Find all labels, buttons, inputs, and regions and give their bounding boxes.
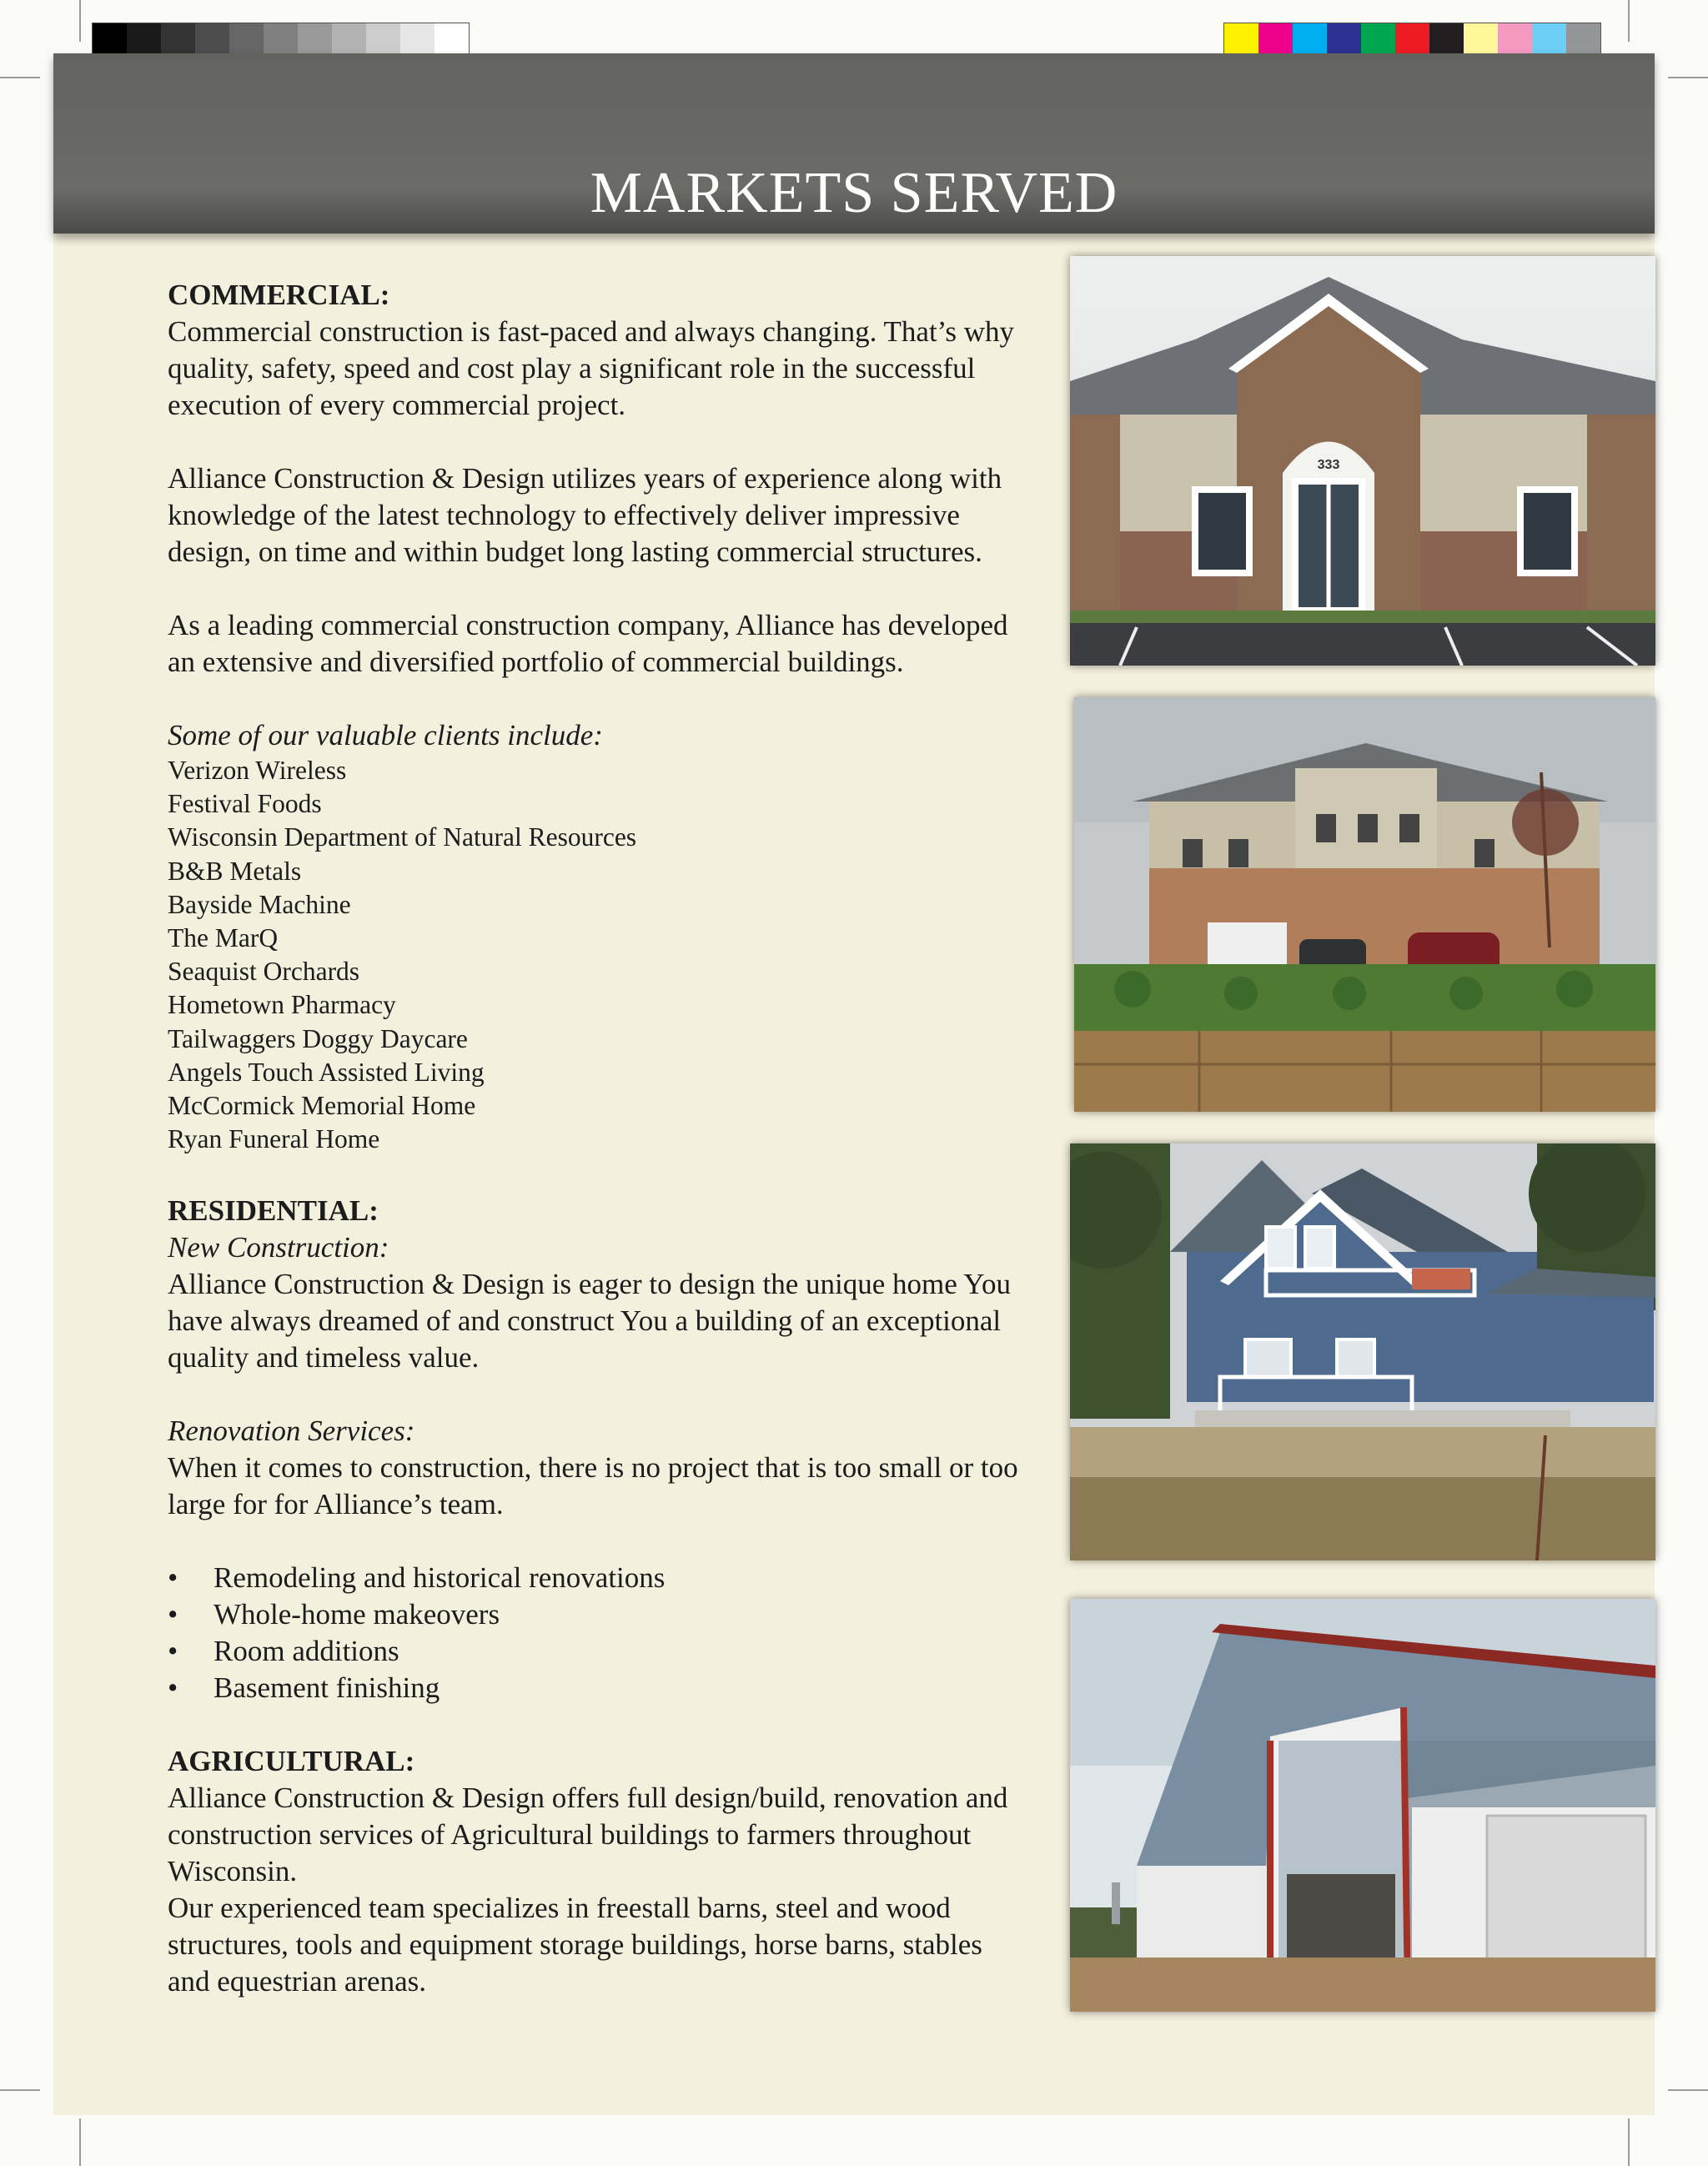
commercial-paragraph-3: As a leading commercial construction company, Alliance has developed an extensive and diversified portfolio of commercial buildings. [168, 609, 1008, 678]
client-item: Seaquist Orchards [168, 957, 360, 987]
client-item: The MarQ [168, 923, 279, 953]
agricultural-barn-photo [1070, 1599, 1655, 2012]
renovation-bullet-list [168, 1560, 1060, 1706]
client-item: Festival Foods [168, 789, 322, 819]
bullet-item: • Room additions [168, 1635, 399, 1668]
new-construction-label: New Construction: [168, 1231, 389, 1264]
agricultural-heading: AGRICULTURAL: [168, 1745, 415, 1778]
crop-mark [79, 2118, 81, 2166]
client-item: Tailwaggers Doggy Daycare [168, 1023, 468, 1053]
header-banner [53, 53, 1655, 234]
client-item: Wisconsin Department of Natural Resources [168, 822, 637, 852]
page-title: MARKETS SERVED [590, 161, 1118, 225]
client-item: Verizon Wireless [168, 756, 347, 785]
client-item: Ryan Funeral Home [168, 1124, 380, 1154]
client-item: Angels Touch Assisted Living [168, 1057, 485, 1087]
crop-mark [0, 77, 40, 78]
new-construction-paragraph: Alliance Construction & Design is eager to design the unique home You have always dreamed of and construct You a building of an exceptional quality and timeless value. [168, 1268, 1011, 1374]
client-item: Bayside Machine [168, 889, 351, 919]
crop-mark [0, 2089, 40, 2091]
building-number: 333 [1317, 458, 1340, 472]
crop-mark [79, 0, 81, 42]
client-item: Hometown Pharmacy [168, 990, 396, 1020]
crop-mark [1668, 2089, 1708, 2091]
commercial-building-photo [1070, 256, 1655, 666]
commercial-paragraph-2: Alliance Construction & Design utilizes years of experience along with knowledge of the latest technology to effectively deliver impressive design, on time and within budget long lasting commercial structures. [168, 462, 1002, 568]
clients-list [168, 754, 1060, 1156]
crop-mark [1668, 77, 1708, 78]
agricultural-paragraph: Alliance Construction & Design offers full design/build, renovation and construction services of Agricultural buildings to farmers throughout Wisconsin. Our experienced team specializes in freestall barns, steel and wood structures, tools and equipment storage buildings, horse barns, stables and equestrian arenas. [168, 1782, 1008, 1998]
renovation-paragraph: When it comes to construction, there is no project that is too small or too large for for Alliance’s team. [168, 1451, 1018, 1521]
residential-heading: RESIDENTIAL: [168, 1194, 379, 1228]
crop-mark [1628, 2118, 1630, 2166]
clients-intro: Some of our valuable clients include: [168, 719, 603, 751]
office-building-photo [1074, 697, 1655, 1112]
renovation-label: Renovation Services: [168, 1415, 415, 1448]
bullet-item: • Basement finishing [168, 1671, 440, 1705]
crop-mark [1628, 0, 1630, 42]
bullet-item: • Whole-home makeovers [168, 1598, 500, 1631]
main-text-column [168, 277, 1060, 2000]
commercial-paragraph-1: Commercial construction is fast-paced and always changing. That’s why quality, safety, speed and cost play a significant role in the successful execution of every commercial project. [168, 315, 1015, 421]
commercial-heading: COMMERCIAL: [168, 279, 390, 311]
client-item: McCormick Memorial Home [168, 1091, 476, 1121]
client-item: B&B Metals [168, 856, 302, 886]
bullet-item: • Remodeling and historical renovations [168, 1561, 666, 1595]
residential-house-photo [1070, 1143, 1655, 1560]
